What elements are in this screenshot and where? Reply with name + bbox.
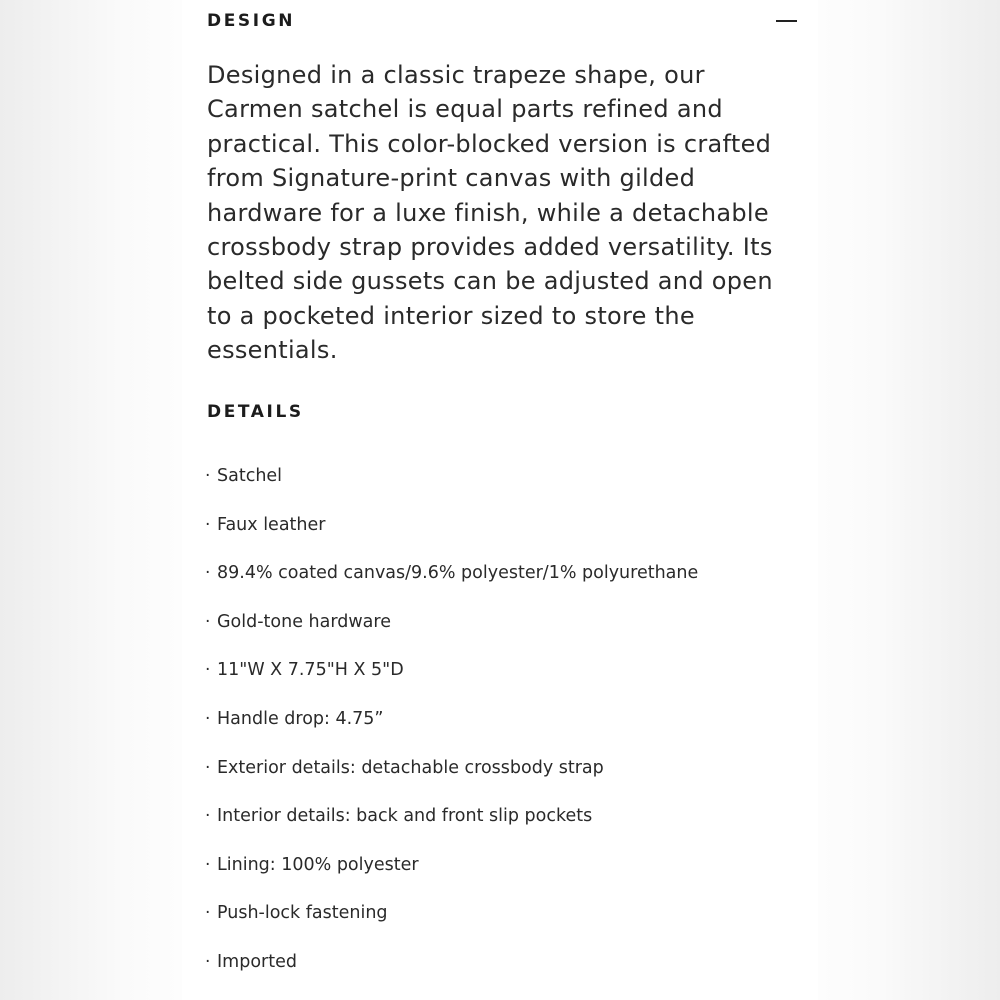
bullet: · bbox=[205, 514, 211, 535]
details-item-text: Lining: 100% polyester bbox=[217, 854, 419, 875]
details-list-item bbox=[205, 608, 698, 657]
details-list-item bbox=[205, 754, 698, 803]
bullet: · bbox=[205, 563, 211, 584]
details-list-item bbox=[205, 899, 698, 948]
bullet: · bbox=[205, 466, 211, 486]
details-item-text: Interior details: back and front slip pockets bbox=[217, 806, 593, 827]
design-description: Designed in a classic trapeze shape, our Carmen satchel is equal parts refined and practical. This color-blocked version is crafted from Signature-print canvas with gilded hardware for a luxe finish, while a detachable crossbody strap provides added versatility. Its belted side gussets can be adjusted and open to a pocketed interior sized to store the essentials. bbox=[207, 61, 773, 365]
details-list-item bbox=[205, 705, 698, 754]
bullet: · bbox=[205, 806, 211, 827]
details-item-text: Satchel bbox=[217, 466, 283, 486]
details-item-text: Push-lock fastening bbox=[217, 903, 388, 924]
details-list-item bbox=[205, 948, 698, 997]
details-list-item bbox=[205, 511, 698, 560]
details-list-item bbox=[205, 851, 698, 900]
details-item-text: Exterior details: detachable crossbody strap bbox=[217, 757, 604, 778]
details-item-text: Faux leather bbox=[217, 514, 326, 535]
details-list-item bbox=[205, 559, 698, 608]
details-list bbox=[205, 462, 698, 997]
details-section-title: DETAILS bbox=[207, 402, 304, 422]
details-list-item bbox=[205, 802, 698, 851]
product-description-panel bbox=[182, 0, 818, 1000]
bullet: · bbox=[205, 708, 211, 729]
details-item-text: Handle drop: 4.75” bbox=[217, 708, 384, 729]
design-section-title: DESIGN bbox=[207, 11, 296, 31]
details-item-text: Imported bbox=[217, 951, 297, 972]
bullet: · bbox=[205, 611, 211, 632]
details-list-item bbox=[205, 462, 698, 511]
details-item-text: Gold-tone hardware bbox=[217, 611, 391, 632]
minus-icon[interactable] bbox=[775, 15, 797, 27]
details-item-text: 89.4% coated canvas/9.6% polyester/1% polyurethane bbox=[217, 563, 699, 584]
details-item-text: 11"W X 7.75"H X 5"D bbox=[217, 660, 404, 681]
bullet: · bbox=[205, 660, 211, 681]
bullet: · bbox=[205, 757, 211, 778]
bullet: · bbox=[205, 903, 211, 924]
design-section-header[interactable] bbox=[207, 8, 797, 34]
bullet: · bbox=[205, 854, 211, 875]
bullet: · bbox=[205, 951, 211, 972]
details-list-item bbox=[205, 656, 698, 705]
